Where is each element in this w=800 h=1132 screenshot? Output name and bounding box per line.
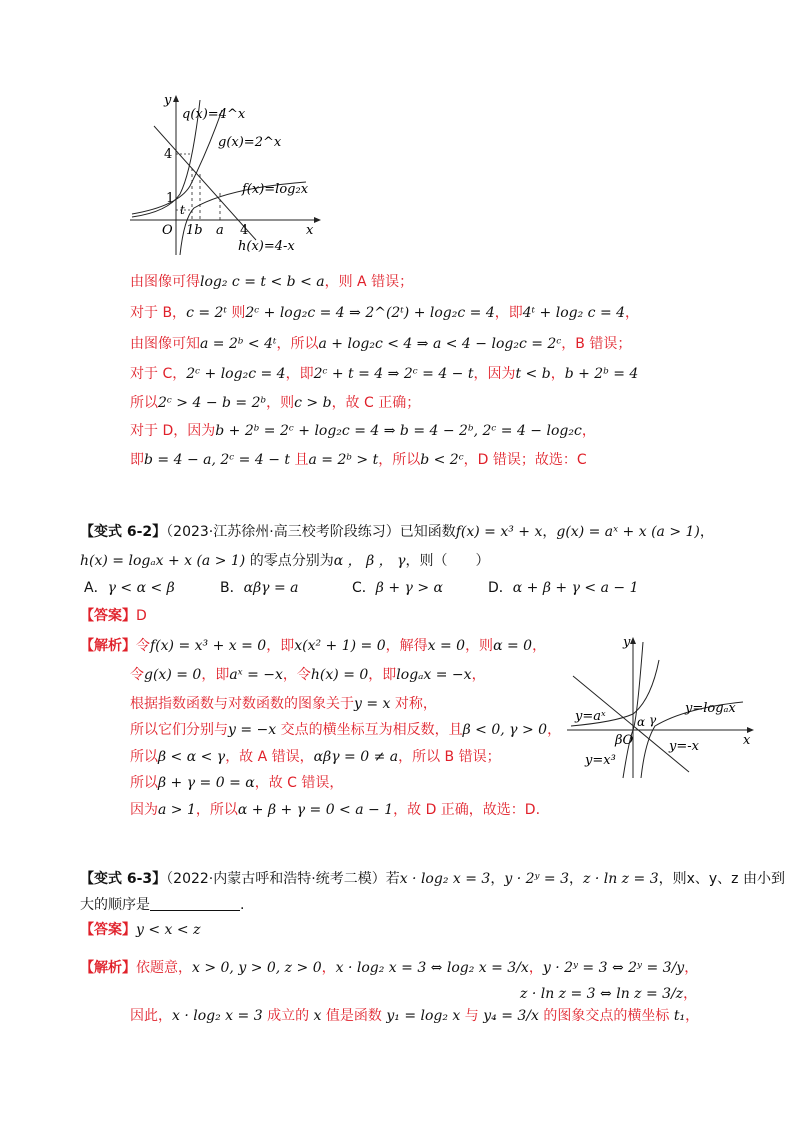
math: c = 2ᵗ — [186, 305, 227, 321]
graph2-y-arrow — [630, 637, 636, 644]
option-label: B． — [220, 580, 244, 596]
text: ，则 A 错误； — [324, 274, 414, 290]
text: 根据指数函数与对数函数的图象关于 — [130, 696, 354, 712]
text: ，故 A 错误， — [225, 749, 314, 765]
text: 由图像可知 — [130, 336, 200, 352]
graph1-tick-1: 1 — [166, 191, 175, 206]
analysis-tag: 【解析】 — [80, 638, 136, 654]
text: 对称， — [390, 696, 437, 712]
text: 即 — [130, 452, 144, 468]
math: γ < α < β — [107, 580, 175, 596]
math: α + β + γ = 0 < a − 1 — [237, 802, 394, 818]
graph2-label-x3: y=x³ — [585, 753, 616, 768]
text: 所以 — [130, 775, 158, 791]
text: ， — [490, 871, 505, 887]
math: c > b — [294, 395, 332, 411]
math: aˣ = −x — [229, 667, 283, 683]
problem3-analysis-1 — [80, 958, 698, 978]
text: ，因为 — [473, 366, 516, 382]
option-c[interactable] — [352, 578, 443, 598]
text: 令 — [130, 667, 144, 683]
text: 且 — [290, 452, 309, 468]
problem3-line-2 — [80, 895, 244, 915]
text: ，故 C 正确； — [331, 395, 421, 411]
graph1-curve-g — [132, 110, 222, 214]
problem3-line-1 — [80, 869, 785, 889]
math: y₄ = 3/x — [483, 1008, 539, 1024]
math: β < α < γ — [158, 749, 226, 765]
math: β < 0, γ > 0 — [462, 722, 548, 738]
text: ， — [321, 960, 336, 976]
text: ，所以 — [195, 802, 238, 818]
graph1-x-arrow — [314, 217, 321, 223]
graph1-y-arrow — [173, 95, 179, 102]
math: t₁ — [673, 1008, 686, 1024]
text: . — [240, 897, 245, 913]
text: ，即 — [201, 667, 230, 683]
math: a + log₂c < 4 ⇒ a < 4 − log₂c = 2ᶜ — [318, 336, 562, 352]
math: b + 2ᵇ = 2ᶜ + log₂c = 4 ⇒ b = 4 − 2ᵇ, 2ᶜ = 4 − log₂c — [215, 423, 582, 439]
graph2-label-x: x — [743, 733, 751, 748]
problem-tag: 【变式 6-3】 — [80, 871, 167, 887]
math: b = 4 − a, 2ᶜ = 4 − t — [144, 452, 291, 468]
graph1-tick-t: t — [180, 203, 185, 217]
math: h(x) = 0 — [310, 667, 369, 683]
math: y · 2ʸ = 3 ⇔ 2ʸ = 3/y — [542, 960, 685, 976]
problem3-answer — [80, 920, 200, 940]
problem-tag: 【变式 6-2】 — [80, 524, 167, 540]
math: y = −x — [228, 722, 277, 738]
graph2-label-ax: y=aˣ — [575, 709, 606, 724]
problem2-analysis-2 — [130, 665, 486, 685]
math: β + γ = 0 = α — [158, 775, 255, 791]
solution1-line-6 — [130, 421, 596, 441]
text: ， — [528, 960, 543, 976]
text: ，所以 — [276, 336, 319, 352]
math: α = 0 — [493, 638, 533, 654]
text: ，所以 B 错误； — [398, 749, 501, 765]
graph2-label-beta-o: βO — [615, 733, 634, 748]
text: ，令 — [282, 667, 311, 683]
graph2-label-negx: y=-x — [669, 739, 699, 754]
graph1-tick-x4: 4 — [240, 223, 249, 238]
text: ，D 错误；故选：C — [463, 452, 587, 468]
option-b[interactable] — [220, 578, 299, 598]
text: ， — [683, 986, 698, 1002]
text: 因为 — [130, 802, 158, 818]
math: αβγ = a — [243, 580, 299, 596]
math: z · ln z = 3 — [583, 871, 659, 887]
problem2-analysis-5 — [130, 747, 501, 767]
answer-tag: 【答案】 — [80, 608, 136, 624]
text: 令 — [136, 638, 150, 654]
text: 依题意， — [136, 960, 192, 976]
text: 因此， — [130, 1008, 172, 1024]
text: 对于 D，因为 — [130, 423, 216, 439]
math: α ， β ， γ — [333, 553, 406, 569]
text: 由图像可得 — [130, 274, 200, 290]
math: 4ᵗ + log₂ c = 4 — [522, 305, 626, 321]
graph1-label-g: g(x)=2^x — [218, 135, 282, 150]
problem2-analysis-3 — [130, 694, 437, 714]
text: 所以它们分别与 — [130, 722, 228, 738]
problem2-answer — [80, 606, 147, 626]
problem2-analysis-6 — [130, 773, 343, 793]
option-label: D． — [488, 580, 513, 596]
text: ， — [542, 524, 557, 540]
math: 2ᶜ + log₂c = 4 — [186, 366, 286, 382]
answer-value: D — [136, 608, 147, 624]
math: z · ln z = 3 ⇔ ln z = 3/z — [520, 986, 684, 1002]
text: ，故 C 错误， — [254, 775, 344, 791]
text: 值是函数 — [321, 1008, 387, 1024]
text: ，即 — [494, 305, 523, 321]
graph2-label-y: y — [623, 635, 631, 650]
graph2-label-gamma: γ — [649, 713, 657, 727]
answer-blank[interactable] — [150, 895, 240, 911]
text: ，则x、y、z 由小到 — [658, 871, 785, 887]
math: g(x) = 0 — [144, 667, 202, 683]
text: ， — [532, 638, 547, 654]
graph1-label-q: q(x)=4^x — [182, 107, 246, 122]
text: ，B 错误； — [561, 336, 632, 352]
answer-tag: 【答案】 — [80, 922, 136, 938]
solution1-line-7 — [130, 450, 587, 470]
graph1-label-y: y — [164, 93, 172, 108]
text: ，即 — [368, 667, 397, 683]
text: 所以 — [130, 395, 158, 411]
graph-2 — [565, 632, 760, 782]
math: x = 0 — [427, 638, 466, 654]
problem3-analysis-1b — [520, 984, 697, 1004]
text: ， — [569, 871, 584, 887]
math: h(x) = logₐx + x (a > 1) — [80, 553, 246, 569]
math: a = 2ᵇ > t — [308, 452, 379, 468]
math: f(x) = x³ + x = 0 — [150, 638, 267, 654]
solution1-line-1 — [130, 272, 413, 292]
text: 的零点分别为 — [245, 553, 334, 569]
text: 与 — [460, 1008, 484, 1024]
graph1-label-f: f(x)=log₂x — [242, 182, 309, 197]
math: t < b — [515, 366, 551, 382]
text: 则 — [226, 305, 246, 321]
solution1-line-4 — [130, 364, 638, 384]
math: b + 2ᵇ = 4 — [564, 366, 639, 382]
graph1-tick-1b: 1b — [186, 223, 203, 238]
solution1-line-5 — [130, 393, 420, 413]
text: ， — [581, 423, 596, 439]
text: ，即 — [285, 366, 314, 382]
text: ， — [685, 1008, 700, 1024]
text: ，则（ ） — [405, 553, 490, 569]
math: x · log₂ x = 3 — [399, 871, 491, 887]
graph2-label-alpha: α — [637, 715, 646, 729]
math: x · log₂ x = 3 — [172, 1008, 263, 1024]
option-label: A． — [84, 580, 108, 596]
option-label: C． — [352, 580, 376, 596]
text: ， — [625, 305, 640, 321]
text: ，即 — [266, 638, 295, 654]
text: ，故 D 正确，故选：D. — [393, 802, 541, 818]
solution1-line-2 — [130, 303, 639, 323]
graph1-label-h: h(x)=4-x — [238, 239, 295, 254]
solution1-line-3 — [130, 334, 631, 354]
text: （2022·内蒙古呼和浩特·统考二模）若 — [166, 871, 400, 887]
math: β + γ > α — [375, 580, 443, 596]
text: ，则 — [266, 395, 295, 411]
math: x · log₂ x = 3 ⇔ log₂ x = 3/x — [335, 960, 529, 976]
text: ， — [471, 667, 486, 683]
math: log₂ c = t < b < a — [200, 274, 325, 290]
math: f(x) = x³ + x — [455, 524, 543, 540]
math: αβγ = 0 ≠ a — [313, 749, 399, 765]
math: y = x — [354, 696, 391, 712]
text: ，解得 — [385, 638, 428, 654]
answer-value: y < x < z — [136, 922, 201, 938]
problem2-line-1 — [80, 522, 714, 542]
text: ， — [550, 366, 565, 382]
math: x — [313, 1008, 322, 1024]
text: ， — [699, 524, 714, 540]
problem2-analysis-1 — [80, 636, 546, 656]
text: 对于 C， — [130, 366, 187, 382]
text: ， — [684, 960, 699, 976]
graph2-label-log: y=logₐx — [685, 701, 736, 716]
math: a > 1 — [158, 802, 196, 818]
math: a = 2ᵇ < 4ᵗ — [200, 336, 277, 352]
text: 大的顺序是 — [80, 897, 150, 913]
text: 交点的横坐标互为相反数，且 — [276, 722, 463, 738]
math: logₐx = −x — [396, 667, 472, 683]
problem2-analysis-4 — [130, 720, 561, 740]
math: x(x² + 1) = 0 — [294, 638, 386, 654]
graph-1 — [128, 90, 328, 260]
math: y₁ = log₂ x — [386, 1008, 461, 1024]
math: α + β + γ < a − 1 — [512, 580, 639, 596]
graph1-label-x: x — [306, 223, 314, 238]
problem2-analysis-7 — [130, 800, 540, 820]
text: 对于 B， — [130, 305, 187, 321]
math: 2ᶜ + log₂c = 4 ⇒ 2^(2ᵗ) + log₂c = 4 — [245, 305, 495, 321]
graph1-tick-4: 4 — [164, 147, 173, 162]
text: 所以 — [130, 749, 158, 765]
graph1-tick-a: a — [216, 223, 224, 238]
text: ，则 — [465, 638, 494, 654]
math: x > 0, y > 0, z > 0 — [192, 960, 322, 976]
option-d[interactable] — [488, 578, 638, 598]
option-a[interactable] — [84, 578, 175, 598]
text: （2023·江苏徐州·高三校考阶段练习）已知函数 — [166, 524, 456, 540]
math: 2ᶜ > 4 − b = 2ᵇ — [158, 395, 267, 411]
graph1-origin: O — [162, 223, 173, 238]
problem3-analysis-2 — [130, 1006, 699, 1026]
text: ，所以 — [378, 452, 421, 468]
analysis-tag: 【解析】 — [80, 960, 136, 976]
problem2-line-2 — [80, 551, 489, 571]
math: y · 2ʸ = 3 — [504, 871, 570, 887]
math: g(x) = aˣ + x (a > 1) — [556, 524, 700, 540]
text: ， — [547, 722, 562, 738]
math: b < 2ᶜ — [420, 452, 464, 468]
math: 2ᶜ + t = 4 ⇒ 2ᶜ = 4 − t — [313, 366, 474, 382]
text: 的图象交点的横坐标 — [538, 1008, 674, 1024]
text: 成立的 — [262, 1008, 314, 1024]
